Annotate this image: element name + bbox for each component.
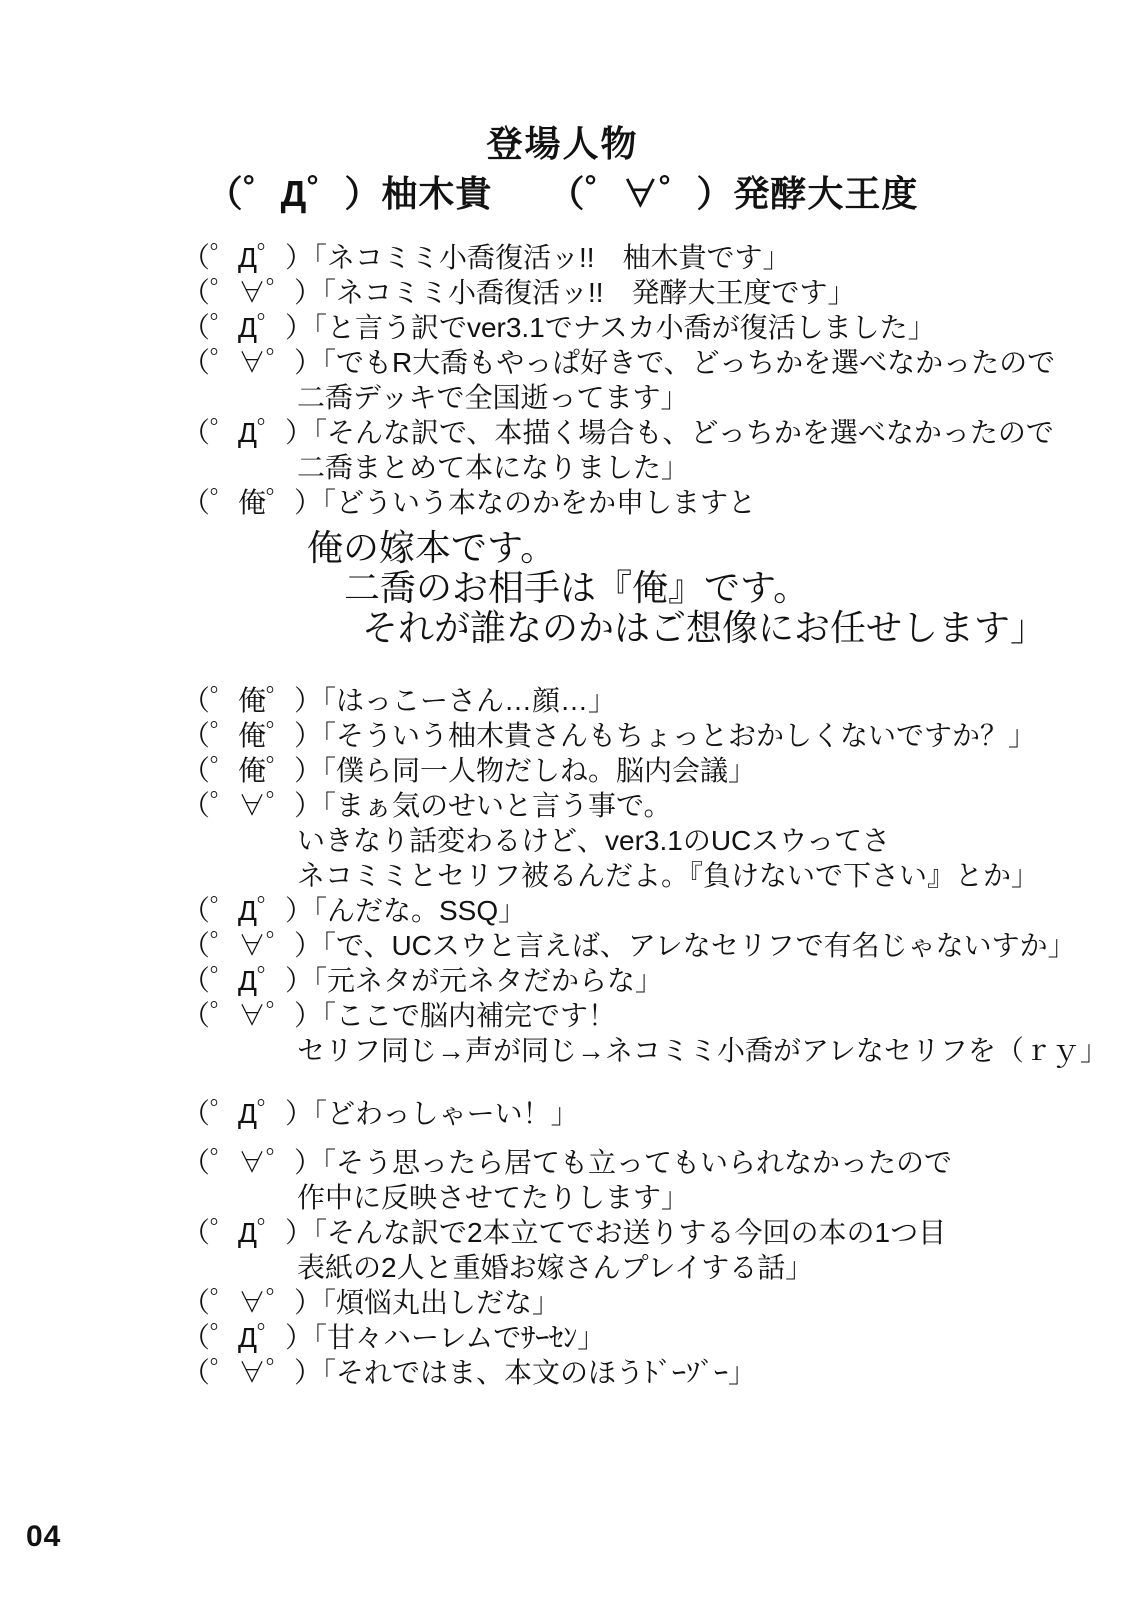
continuation-line: 表紙の2人と重婚お嫁さんプレイする話」 [297, 1252, 814, 1283]
spacer [182, 1131, 1102, 1145]
dialogue-line: （゜Д゜）「そんな訳で、本描く場合も、どっちかを選べなかったので [182, 417, 1054, 448]
page-number: 04 [26, 1520, 62, 1553]
dialogue-line: （゜Д゜）「甘々ハーレムでｻｰｾﾝ」 [182, 1322, 606, 1353]
continuation-line: ネコミミとセリフ被るんだよ。『負けないで下さい』とか」 [297, 860, 1040, 891]
dialogue-line: （゜∀゜）「でもR大喬もやっぱ好きで、どっちかを選べなかったので [182, 347, 1056, 378]
dialogue-line: （゜∀゜）「まぁ気のせいと言う事で。 [182, 790, 672, 821]
cast-line: （゜Д゜）柚木貴 （゜∀゜）発酵大王度 [206, 173, 919, 214]
dialogue-line: （゜Д゜）「ネコミミ小喬復活ッ!! 柚木貴です」 [182, 242, 791, 273]
emphasis-line: それが誰なのかはご想像にお任せします」 [362, 607, 1047, 648]
spacer [182, 1068, 1102, 1096]
page-title: 登場人物 [486, 123, 639, 164]
dialogue-line: （゜Д゜）「どわっしゃーい！」 [182, 1098, 579, 1129]
dialogue-line: （゜Д゜）「んだな。SSQ」 [182, 895, 527, 926]
continuation-line: 二喬まとめて本になりました」 [297, 452, 690, 483]
dialogue-line: （゜∀゜）「煩悩丸出しだな」 [182, 1287, 561, 1318]
dialogue-list [182, 240, 1108, 1390]
continuation-line: いきなり話変わるけど、ver3.1のUCスウってさ [297, 825, 891, 856]
continuation-line: 二喬デッキで全国逝ってます」 [297, 382, 689, 413]
dialogue-line: （゜∀゜）「ここで脳内補完です！ [182, 1000, 617, 1031]
emphasis-line: 俺の嫁本です。 [307, 527, 557, 568]
dialogue-line: （゜Д゜）「元ネタが元ネタだからな」 [182, 965, 663, 996]
dialogue-line: （゜俺゜）「僕ら同一人物だしね。脳内会議」 [182, 755, 757, 786]
dialogue-line: （゜俺゜）「はっこーさん…顔…」 [182, 685, 617, 716]
continuation-line: セリフ同じ→声が同じ→ネコミミ小喬がアレなセリフを（ｒｙ」 [297, 1035, 1108, 1066]
dialogue-line: （゜Д゜）「と言う訳でver3.1でナスカ小喬が復活しました」 [182, 312, 936, 343]
dialogue-line: （゜∀゜）「そう思ったら居ても立ってもいられなかったので [182, 1147, 953, 1178]
dialogue-line: （゜Д゜）「そんな訳で2本立てでお送りする今回の本の1つ目 [182, 1217, 947, 1248]
dialogue-line: （゜∀゜）「で、UCスウと言えば、アレなセリフで有名じゃないすか」 [182, 930, 1076, 961]
emphasis-line: 二喬のお相手は『俺』です。 [344, 567, 810, 608]
dialogue-line: （゜∀゜）「ネコミミ小喬復活ッ!! 発酵大王度です」 [182, 277, 856, 308]
dialogue-line: （゜俺゜）「どういう本なのかをか申しますと [182, 487, 757, 518]
continuation-line: 作中に反映させてたりします」 [297, 1182, 690, 1213]
dialogue-line: （゜俺゜）「そういう柚木貴さんもちょっとおかしくないですか？」 [182, 720, 1037, 751]
spacer [182, 648, 1102, 683]
dialogue-line: （゜∀゜）「それではま、本文のほうﾄﾞｰｿﾞｰ」 [182, 1357, 757, 1388]
page-header [0, 122, 1125, 216]
